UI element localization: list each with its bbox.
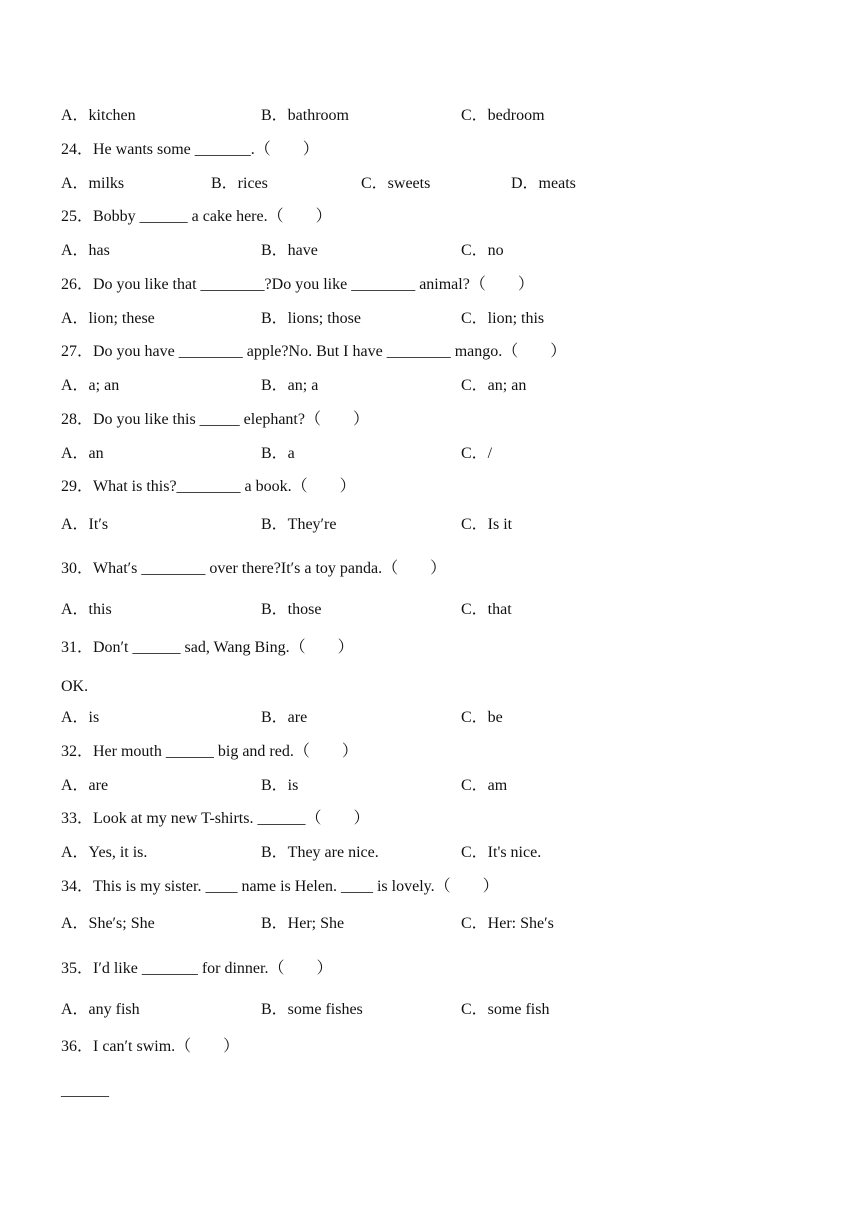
answer-option: C．Her: She′s [461,915,554,932]
question-text: 32．Her mouth ______ big and red.（ ） [61,743,358,760]
answer-option: A．milks [61,175,125,192]
answer-option: A．It′s [61,516,109,533]
answer-option: A．has [61,242,110,259]
question-text: 26．Do you like that ________?Do you like ________ animal?（ ） [61,276,534,293]
question-text: 36．I can′t swim.（ ） [61,1038,240,1055]
answer-option: C．It's nice. [461,844,542,861]
question-text: 35．I′d like _______ for dinner.（ ） [61,960,333,977]
question-text: 24．He wants some _______.（ ） [61,141,319,158]
answer-option: C．/ [461,445,493,462]
question-text: ______ [61,1082,109,1099]
answer-option: C．Is it [461,516,513,533]
answer-option: A．are [61,777,109,794]
question-text: OK. [61,678,89,695]
answer-option: C．be [461,709,503,726]
answer-option: C．lion; this [461,310,545,327]
question-text: 29．What is this?________ a book.（ ） [61,478,356,495]
answer-option: B．rices [211,175,268,192]
answer-option: B．is [261,777,299,794]
question-text: 28．Do you like this _____ elephant?（ ） [61,411,369,428]
answer-option: C．no [461,242,504,259]
answer-option: A．Yes, it is. [61,844,148,861]
answer-option: A．is [61,709,100,726]
answer-option: B．are [261,709,308,726]
answer-option: A．an [61,445,104,462]
answer-option: B．Her; She [261,915,345,932]
answer-option: B．an; a [261,377,319,394]
question-text: 25．Bobby ______ a cake here.（ ） [61,208,332,225]
answer-option: B．some fishes [261,1001,363,1018]
question-text: 30．What′s ________ over there?It′s a toy panda.（ ） [61,560,447,577]
answer-option: C．sweets [361,175,431,192]
answer-option: A．a; an [61,377,120,394]
answer-option: C．an; an [461,377,527,394]
question-text: 34．This is my sister. ____ name is Helen. ____ is lovely.（ ） [61,878,499,895]
question-text: 33．Look at my new T-shirts. ______（ ） [61,810,370,827]
question-text: 31．Don′t ______ sad, Wang Bing.（ ） [61,639,354,656]
answer-option: B．lions; those [261,310,362,327]
answer-option: C．am [461,777,508,794]
answer-option: B．have [261,242,318,259]
answer-option: A．kitchen [61,107,136,124]
answer-option: B．a [261,445,295,462]
answer-option: A．this [61,601,112,618]
answer-option: A．lion; these [61,310,155,327]
answer-option: B．bathroom [261,107,349,124]
answer-option: C．some fish [461,1001,550,1018]
answer-option: C．bedroom [461,107,545,124]
answer-option: A．any fish [61,1001,140,1018]
answer-option: B．They are nice. [261,844,379,861]
answer-option: B．They′re [261,516,337,533]
answer-option: B．those [261,601,322,618]
answer-option: C．that [461,601,512,618]
question-text: 27．Do you have ________ apple?No. But I have ________ mango.（ ） [61,343,567,360]
answer-option: A．She′s; She [61,915,155,932]
answer-option: D．meats [511,175,576,192]
